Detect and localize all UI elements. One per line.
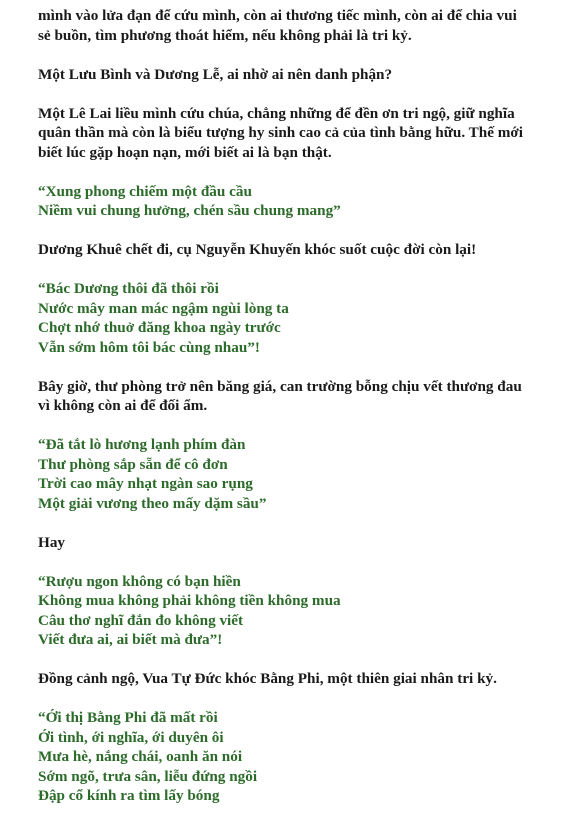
poem-bac-duong: [38, 279, 568, 357]
poem-line: Vẫn sớm hôm tôi bác cùng nhau”!: [38, 338, 260, 356]
text-line: Đồng cảnh ngộ, Vua Tự Đức khóc Bằng Phi, một thiên giai nhân tri kỷ.: [38, 670, 497, 687]
poem-line: Mưa hè, nắng chái, oanh ăn nói: [38, 748, 243, 765]
text-line: Một Lê Lai liều mình cứu chúa, chẳng những để đền ơn tri ngộ, giữ nghĩa: [38, 104, 515, 122]
text-line: sẻ buồn, tìm phương thoát hiểm, nếu không phải là tri kỷ.: [38, 26, 412, 44]
text-line: mình vào lửa đạn để cứu mình, còn ai thương tiếc mình, còn ai để chia vui: [38, 7, 517, 24]
poem-line: Sớm ngõ, trưa sân, liễu đứng ngồi: [38, 767, 258, 785]
text-line: Dương Khuê chết đi, cụ Nguyễn Khuyến khóc suốt cuộc đời còn lại!: [38, 241, 477, 258]
poem-line: Chợt nhớ thuở đăng khoa ngày trước: [38, 319, 281, 336]
poem-line: Viết đưa ai, ai biết mà đưa”!: [38, 631, 223, 648]
poem-line: Câu thơ nghĩ đắn đo không viết: [38, 611, 244, 629]
text-line: biết lúc gặp hoạn nạn, mới biết ai là bạn thật.: [38, 143, 332, 161]
poem-line: “Ới thị Bằng Phi đã mất rồi: [38, 709, 218, 726]
paragraph-le-lai: [38, 104, 568, 163]
poem-line: Trời cao mây nhạt ngàn sao rụng: [38, 475, 253, 492]
poem-line: “Bác Dương thôi đã thôi rồi: [38, 280, 219, 297]
text-line: Bây giờ, thư phòng trở nên băng giá, can trường bỗng chịu vết thương đau: [38, 377, 522, 395]
poem-line: Thư phòng sắp sẵn để cô đơn: [38, 455, 228, 473]
poem-line: Niềm vui chung hưởng, chén sầu chung mang”: [38, 202, 341, 219]
poem-line: Ới tình, ới nghĩa, ới duyên ôi: [38, 728, 224, 746]
poem-line: “Rượu ngon không có bạn hiền: [38, 572, 241, 590]
paragraph-tu-duc: [38, 669, 568, 689]
paragraph-hay: [38, 533, 568, 553]
poem-ruou-ngon: [38, 572, 568, 650]
poem-xung-phong: [38, 182, 568, 221]
paragraph-thu-phong: [38, 377, 568, 416]
text-line: Một Lưu Bình và Dương Lễ, ai nhờ ai nên danh phận?: [38, 65, 393, 83]
text-line: vì không còn ai để đối ẩm.: [38, 397, 208, 414]
poem-line: “Xung phong chiếm một đầu cầu: [38, 182, 252, 200]
text-line: quân thần mà còn là biểu tượng hy sinh cao cả của tình bằng hữu. Thế mới: [38, 124, 524, 141]
poem-bang-phi: [38, 708, 568, 806]
document-page: [38, 6, 568, 825]
poem-line: Một giải vương theo mấy dặm sầu”: [38, 494, 267, 512]
text-line: Hay: [38, 533, 66, 551]
poem-line: Không mua không phải không tiền không mua: [38, 592, 341, 609]
poem-line: “Đã tắt lò hương lạnh phím đàn: [38, 436, 246, 453]
poem-line: Nước mây man mác ngậm ngùi lòng ta: [38, 299, 289, 317]
paragraph-luu-binh: [38, 65, 568, 85]
paragraph-duong-khue: [38, 240, 568, 260]
poem-da-tat-lo-huong: [38, 435, 568, 513]
poem-line: Đập cổ kính ra tìm lấy bóng: [38, 787, 220, 804]
paragraph-intro: [38, 6, 568, 45]
